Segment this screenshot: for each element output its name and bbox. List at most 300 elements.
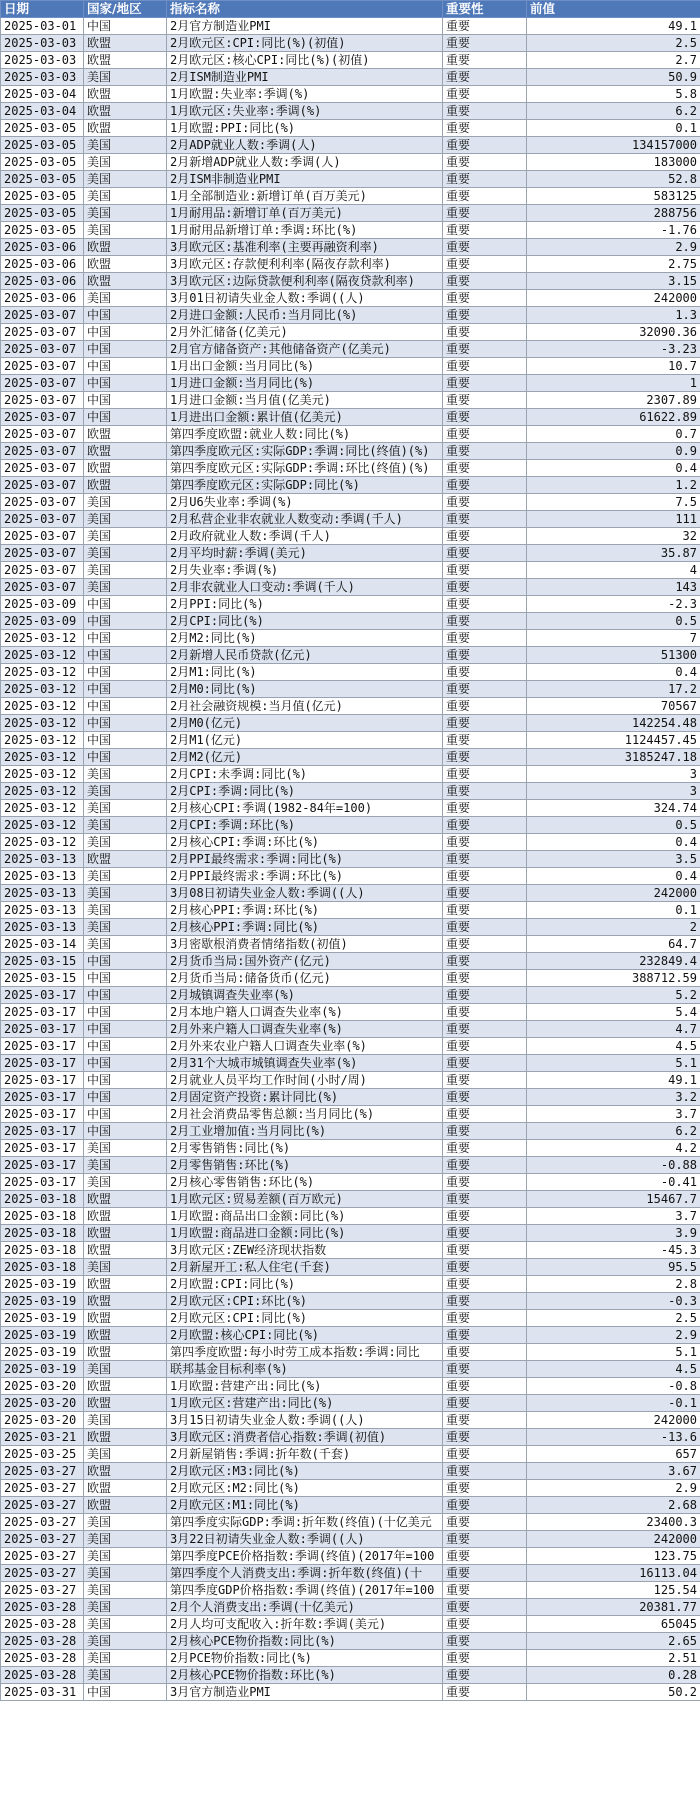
cell-region: 欧盟 [84,35,167,52]
table-row[interactable] [1,868,700,885]
table-row[interactable] [1,341,700,358]
cell-date: 2025-03-18 [1,1208,84,1225]
cell-previous-value: -2.3 [527,596,700,613]
cell-date: 2025-03-28 [1,1650,84,1667]
cell-previous-value: 2.5 [527,35,700,52]
cell-region: 美国 [84,1565,167,1582]
cell-importance: 重要 [443,1429,527,1446]
cell-date: 2025-03-05 [1,137,84,154]
cell-date: 2025-03-05 [1,171,84,188]
table-row[interactable] [1,324,700,341]
table-row[interactable] [1,375,700,392]
cell-indicator: 2月核心PPI:季调:环比(%) [167,902,443,919]
table-row[interactable] [1,732,700,749]
cell-previous-value: 2.9 [527,1327,700,1344]
cell-date: 2025-03-13 [1,868,84,885]
table-row[interactable] [1,477,700,494]
table-row[interactable] [1,970,700,987]
table-row[interactable] [1,443,700,460]
table-row[interactable] [1,256,700,273]
cell-previous-value: 4.7 [527,1021,700,1038]
table-row[interactable] [1,1089,700,1106]
cell-indicator: 2月失业率:季调(%) [167,562,443,579]
cell-region: 欧盟 [84,52,167,69]
table-row[interactable] [1,69,700,86]
cell-region: 欧盟 [84,1378,167,1395]
table-row[interactable] [1,1310,700,1327]
cell-date: 2025-03-17 [1,1055,84,1072]
cell-indicator: 2月M0(亿元) [167,715,443,732]
cell-previous-value: 95.5 [527,1259,700,1276]
table-row[interactable] [1,698,700,715]
table-row[interactable] [1,800,700,817]
table-row[interactable] [1,851,700,868]
cell-indicator: 1月欧元区:失业率:季调(%) [167,103,443,120]
cell-indicator: 2月新增人民币贷款(亿元) [167,647,443,664]
cell-region: 美国 [84,783,167,800]
table-row[interactable] [1,1327,700,1344]
cell-importance: 重要 [443,18,527,35]
cell-previous-value: 4.5 [527,1038,700,1055]
table-row[interactable] [1,392,700,409]
table-row[interactable] [1,596,700,613]
table-row[interactable] [1,1361,700,1378]
cell-region: 中国 [84,681,167,698]
cell-date: 2025-03-12 [1,834,84,851]
table-row[interactable] [1,137,700,154]
cell-previous-value: 583125 [527,188,700,205]
cell-importance: 重要 [443,1072,527,1089]
table-row[interactable] [1,953,700,970]
cell-indicator: 第四季度欧元区:实际GDP:同比(%) [167,477,443,494]
cell-region: 美国 [84,834,167,851]
table-row[interactable] [1,936,700,953]
cell-importance: 重要 [443,970,527,987]
cell-previous-value: 3.5 [527,851,700,868]
cell-previous-value: 2.68 [527,1497,700,1514]
table-row[interactable] [1,1004,700,1021]
cell-importance: 重要 [443,1565,527,1582]
cell-indicator: 1月欧元区:营建产出:同比(%) [167,1395,443,1412]
cell-previous-value: -0.41 [527,1174,700,1191]
cell-importance: 重要 [443,1004,527,1021]
table-row[interactable] [1,545,700,562]
cell-previous-value: 134157000 [527,137,700,154]
table-row[interactable] [1,1667,700,1684]
table-row[interactable] [1,273,700,290]
cell-region: 中国 [84,358,167,375]
table-row[interactable] [1,1497,700,1514]
cell-previous-value: 50.9 [527,69,700,86]
cell-region: 中国 [84,392,167,409]
table-row[interactable] [1,783,700,800]
table-row[interactable] [1,222,700,239]
cell-date: 2025-03-28 [1,1633,84,1650]
table-row[interactable] [1,1208,700,1225]
cell-date: 2025-03-17 [1,1038,84,1055]
table-row[interactable] [1,171,700,188]
cell-importance: 重要 [443,69,527,86]
cell-date: 2025-03-07 [1,511,84,528]
cell-previous-value: 70567 [527,698,700,715]
cell-region: 美国 [84,1667,167,1684]
cell-importance: 重要 [443,749,527,766]
cell-date: 2025-03-19 [1,1344,84,1361]
cell-importance: 重要 [443,1123,527,1140]
cell-date: 2025-03-07 [1,409,84,426]
table-row[interactable] [1,1429,700,1446]
cell-importance: 重要 [443,902,527,919]
cell-importance: 重要 [443,409,527,426]
cell-previous-value: 3.67 [527,1463,700,1480]
cell-date: 2025-03-03 [1,69,84,86]
cell-region: 欧盟 [84,86,167,103]
table-row[interactable] [1,1463,700,1480]
table-row[interactable] [1,715,700,732]
cell-indicator: 2月非农就业人口变动:季调(千人) [167,579,443,596]
table-row[interactable] [1,987,700,1004]
cell-importance: 重要 [443,1582,527,1599]
cell-region: 中国 [84,715,167,732]
table-row[interactable] [1,205,700,222]
cell-region: 欧盟 [84,1395,167,1412]
table-row[interactable] [1,817,700,834]
cell-previous-value: 52.8 [527,171,700,188]
cell-indicator: 2月私营企业非农就业人数变动:季调(千人) [167,511,443,528]
cell-importance: 重要 [443,1225,527,1242]
table-row[interactable] [1,1565,700,1582]
cell-region: 欧盟 [84,443,167,460]
cell-previous-value: 388712.59 [527,970,700,987]
cell-date: 2025-03-27 [1,1548,84,1565]
table-row[interactable] [1,766,700,783]
cell-importance: 重要 [443,1310,527,1327]
cell-importance: 重要 [443,1106,527,1123]
cell-previous-value: 0.9 [527,443,700,460]
cell-date: 2025-03-17 [1,1106,84,1123]
table-row[interactable] [1,1123,700,1140]
cell-importance: 重要 [443,1259,527,1276]
cell-indicator: 2月M1(亿元) [167,732,443,749]
table-row[interactable] [1,1531,700,1548]
cell-date: 2025-03-07 [1,307,84,324]
cell-region: 欧盟 [84,426,167,443]
cell-region: 欧盟 [84,851,167,868]
cell-importance: 重要 [443,1412,527,1429]
cell-date: 2025-03-07 [1,443,84,460]
table-row[interactable] [1,460,700,477]
cell-date: 2025-03-12 [1,783,84,800]
table-row[interactable] [1,1021,700,1038]
cell-importance: 重要 [443,1242,527,1259]
cell-previous-value: 16113.04 [527,1565,700,1582]
cell-region: 欧盟 [84,1276,167,1293]
table-row[interactable] [1,86,700,103]
cell-region: 美国 [84,1531,167,1548]
table-row[interactable] [1,239,700,256]
cell-indicator: 1月进口金额:当月值(亿美元) [167,392,443,409]
table-row[interactable] [1,902,700,919]
cell-region: 中国 [84,341,167,358]
cell-previous-value: -13.6 [527,1429,700,1446]
table-row[interactable] [1,52,700,69]
table-row[interactable] [1,1055,700,1072]
table-row[interactable] [1,307,700,324]
cell-previous-value: 2.9 [527,239,700,256]
cell-indicator: 3月欧元区:消费者信心指数:季调(初值) [167,1429,443,1446]
cell-indicator: 2月新屋开工:私人住宅(千套) [167,1259,443,1276]
cell-importance: 重要 [443,358,527,375]
cell-indicator: 2月欧元区:CPI:环比(%) [167,1293,443,1310]
cell-date: 2025-03-12 [1,698,84,715]
table-row[interactable] [1,1582,700,1599]
cell-date: 2025-03-14 [1,936,84,953]
cell-indicator: 2月CPI:未季调:同比(%) [167,766,443,783]
cell-date: 2025-03-20 [1,1395,84,1412]
cell-importance: 重要 [443,1480,527,1497]
cell-region: 欧盟 [84,1242,167,1259]
table-row[interactable] [1,1599,700,1616]
cell-previous-value: 232849.4 [527,953,700,970]
table-row[interactable] [1,1225,700,1242]
cell-date: 2025-03-06 [1,239,84,256]
cell-indicator: 2月M0:同比(%) [167,681,443,698]
cell-previous-value: 183000 [527,154,700,171]
cell-previous-value: 32090.36 [527,324,700,341]
column-header-previous-value[interactable]: 前值 [527,1,700,18]
cell-previous-value: 4.2 [527,1140,700,1157]
table-row[interactable] [1,1650,700,1667]
cell-region: 美国 [84,766,167,783]
cell-importance: 重要 [443,681,527,698]
cell-importance: 重要 [443,1548,527,1565]
table-row[interactable] [1,1548,700,1565]
cell-indicator: 2月零售销售:环比(%) [167,1157,443,1174]
table-row[interactable] [1,579,700,596]
cell-indicator: 2月欧盟:CPI:同比(%) [167,1276,443,1293]
table-row[interactable] [1,681,700,698]
cell-indicator: 2月CPI:季调:环比(%) [167,817,443,834]
table-row[interactable] [1,1276,700,1293]
table-row[interactable] [1,154,700,171]
table-row[interactable] [1,885,700,902]
cell-region: 美国 [84,205,167,222]
cell-indicator: 2月PCE物价指数:同比(%) [167,1650,443,1667]
table-row[interactable] [1,1106,700,1123]
table-row[interactable] [1,1293,700,1310]
cell-region: 中国 [84,613,167,630]
cell-region: 欧盟 [84,460,167,477]
cell-region: 美国 [84,562,167,579]
cell-importance: 重要 [443,1191,527,1208]
column-header-date[interactable]: 日期 [1,1,84,18]
cell-importance: 重要 [443,783,527,800]
table-row[interactable] [1,103,700,120]
cell-importance: 重要 [443,1616,527,1633]
cell-indicator: 2月就业人员平均工作时间(小时/周) [167,1072,443,1089]
cell-previous-value: 2.5 [527,1310,700,1327]
cell-importance: 重要 [443,1140,527,1157]
cell-region: 美国 [84,69,167,86]
column-header-indicator[interactable]: 指标名称 [167,1,443,18]
cell-previous-value: 3185247.18 [527,749,700,766]
table-row[interactable] [1,188,700,205]
table-row[interactable] [1,664,700,681]
column-header-region[interactable]: 国家/地区 [84,1,167,18]
table-row[interactable] [1,511,700,528]
cell-importance: 重要 [443,698,527,715]
table-row[interactable] [1,1157,700,1174]
cell-indicator: 3月欧元区:基准利率(主要再融资利率) [167,239,443,256]
cell-importance: 重要 [443,222,527,239]
table-row[interactable] [1,35,700,52]
cell-indicator: 2月新屋销售:季调:折年数(千套) [167,1446,443,1463]
cell-region: 欧盟 [84,477,167,494]
cell-indicator: 3月22日初请失业金人数:季调((人) [167,1531,443,1548]
column-header-importance[interactable]: 重要性 [443,1,527,18]
cell-previous-value: 0.5 [527,817,700,834]
table-row[interactable] [1,1446,700,1463]
cell-date: 2025-03-07 [1,494,84,511]
cell-date: 2025-03-17 [1,1157,84,1174]
cell-indicator: 1月耐用品:新增订单(百万美元) [167,205,443,222]
cell-importance: 重要 [443,171,527,188]
cell-region: 欧盟 [84,1429,167,1446]
cell-indicator: 2月核心PCE物价指数:环比(%) [167,1667,443,1684]
cell-importance: 重要 [443,528,527,545]
cell-indicator: 第四季度PCE价格指数:季调(终值)(2017年=100 [167,1548,443,1565]
cell-indicator: 2月欧元区:CPI:同比(%)(初值) [167,35,443,52]
cell-region: 美国 [84,1650,167,1667]
cell-importance: 重要 [443,460,527,477]
table-row[interactable] [1,1174,700,1191]
cell-date: 2025-03-07 [1,358,84,375]
table-row[interactable] [1,1038,700,1055]
cell-importance: 重要 [443,613,527,630]
cell-date: 2025-03-18 [1,1225,84,1242]
table-row[interactable] [1,358,700,375]
table-row[interactable] [1,290,700,307]
cell-region: 美国 [84,817,167,834]
cell-region: 中国 [84,664,167,681]
table-row[interactable] [1,1480,700,1497]
cell-date: 2025-03-17 [1,987,84,1004]
cell-date: 2025-03-07 [1,375,84,392]
cell-region: 美国 [84,528,167,545]
cell-importance: 重要 [443,324,527,341]
table-row[interactable] [1,1191,700,1208]
cell-region: 中国 [84,630,167,647]
table-row[interactable] [1,1259,700,1276]
cell-importance: 重要 [443,154,527,171]
table-row[interactable] [1,749,700,766]
cell-previous-value: 64.7 [527,936,700,953]
cell-previous-value: -0.88 [527,1157,700,1174]
cell-indicator: 2月核心PPI:季调:同比(%) [167,919,443,936]
cell-previous-value: 142254.48 [527,715,700,732]
table-row[interactable] [1,613,700,630]
cell-indicator: 2月PPI最终需求:季调:环比(%) [167,868,443,885]
cell-indicator: 第四季度个人消费支出:季调:折年数(终值)(十 [167,1565,443,1582]
cell-region: 中国 [84,732,167,749]
table-row[interactable] [1,1633,700,1650]
cell-date: 2025-03-05 [1,222,84,239]
cell-previous-value: 15467.7 [527,1191,700,1208]
cell-date: 2025-03-27 [1,1480,84,1497]
table-row[interactable] [1,1242,700,1259]
table-row[interactable] [1,647,700,664]
cell-importance: 重要 [443,1038,527,1055]
cell-region: 美国 [84,1548,167,1565]
cell-date: 2025-03-17 [1,1123,84,1140]
cell-date: 2025-03-03 [1,52,84,69]
cell-indicator: 2月欧元区:M3:同比(%) [167,1463,443,1480]
cell-previous-value: 123.75 [527,1548,700,1565]
cell-previous-value: 4.5 [527,1361,700,1378]
cell-date: 2025-03-05 [1,188,84,205]
table-row[interactable] [1,1378,700,1395]
table-row[interactable] [1,919,700,936]
cell-region: 美国 [84,511,167,528]
cell-date: 2025-03-07 [1,341,84,358]
table-row[interactable] [1,1514,700,1531]
cell-importance: 重要 [443,86,527,103]
table-row[interactable] [1,409,700,426]
table-row[interactable] [1,1684,700,1701]
cell-indicator: 1月全部制造业:新增订单(百万美元) [167,188,443,205]
cell-importance: 重要 [443,1021,527,1038]
cell-importance: 重要 [443,1599,527,1616]
cell-date: 2025-03-31 [1,1684,84,1701]
cell-indicator: 3月08日初请失业金人数:季调((人) [167,885,443,902]
cell-region: 美国 [84,1514,167,1531]
cell-previous-value: 657 [527,1446,700,1463]
table-row[interactable] [1,528,700,545]
table-row[interactable] [1,1616,700,1633]
cell-region: 美国 [84,1616,167,1633]
table-row[interactable] [1,494,700,511]
table-row[interactable] [1,1072,700,1089]
cell-importance: 重要 [443,1157,527,1174]
table-row[interactable] [1,1395,700,1412]
table-row[interactable] [1,1140,700,1157]
cell-previous-value: 51300 [527,647,700,664]
cell-importance: 重要 [443,732,527,749]
table-row[interactable] [1,426,700,443]
cell-indicator: 2月平均时薪:季调(美元) [167,545,443,562]
table-row[interactable] [1,562,700,579]
table-row[interactable] [1,834,700,851]
cell-previous-value: 242000 [527,1531,700,1548]
cell-indicator: 2月PPI最终需求:季调:同比(%) [167,851,443,868]
cell-importance: 重要 [443,630,527,647]
cell-indicator: 1月欧盟:商品出口金额:同比(%) [167,1208,443,1225]
table-row[interactable] [1,1344,700,1361]
cell-date: 2025-03-06 [1,290,84,307]
table-row[interactable] [1,630,700,647]
cell-importance: 重要 [443,188,527,205]
cell-date: 2025-03-13 [1,851,84,868]
table-row[interactable] [1,18,700,35]
cell-previous-value: 4 [527,562,700,579]
cell-indicator: 2月货币当局:国外资产(亿元) [167,953,443,970]
cell-indicator: 2月ADP就业人数:季调(人) [167,137,443,154]
table-row[interactable] [1,120,700,137]
cell-previous-value: 5.2 [527,987,700,1004]
cell-indicator: 2月核心CPI:季调:环比(%) [167,834,443,851]
table-row[interactable] [1,1412,700,1429]
cell-region: 中国 [84,987,167,1004]
